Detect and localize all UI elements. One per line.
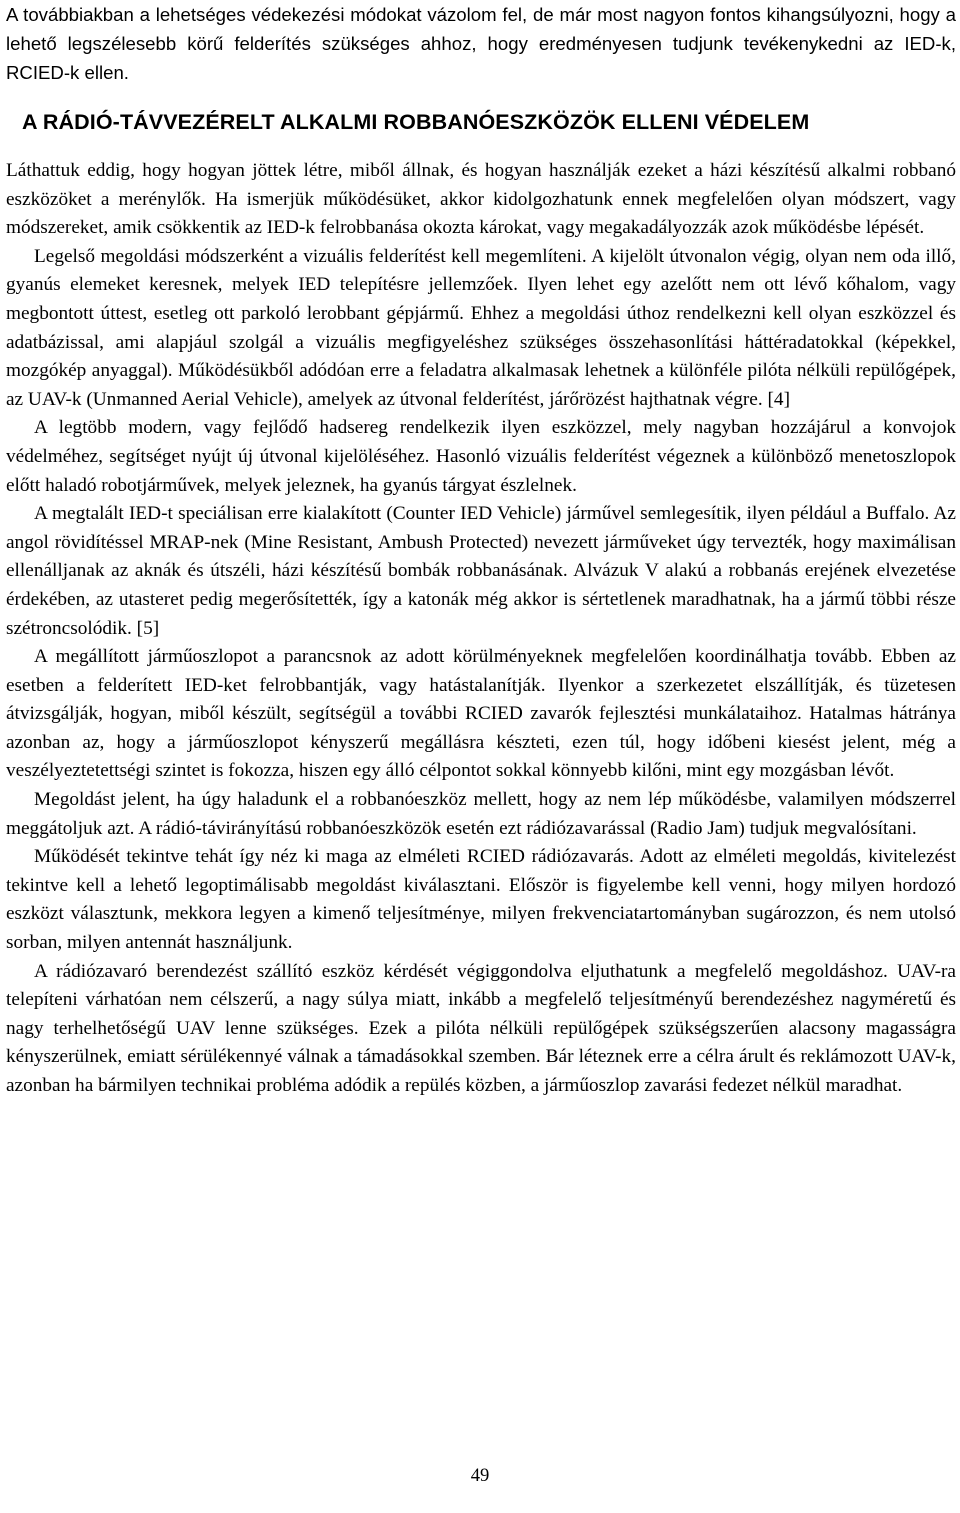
paragraph: Megoldást jelent, ha úgy haladunk el a robbanóeszköz mellett, hogy az nem lép működésbe, valamilyen módszerrel meggátoljuk azt. A rádió-távirányítású robbanóeszközök esetén ezt rádiózavarással (Radio Jam) tudjuk megvalósítani. [6, 789, 956, 839]
page-number: 49 [470, 1465, 490, 1486]
paragraph: A megállított járműoszlopot a parancsnok az adott körülményeknek megfelelően koordinálhatja tovább. Ebben az esetben a felderített IED-ket felrobbantják, vagy hatástalanítják. Ilyenkor a szerkezetet elszállítják, és tüzetesen átvizsgálják, hogyan, miből készült, segítségül a további RCIED zavarók fejlesztési munkálataihoz. Hatalmas hátránya azonban az, hogy a járműoszlopot kényszerű megállásra készteti, ezen túl, hogy időbeni kiesést jelent, még a veszélyeztetettségi szintet is fokozza, hiszen egy álló célpontot sokkal könnyebb kilőni, mint egy mozgásban lévőt. [6, 646, 956, 782]
paragraph: A legtöbb modern, vagy fejlődő hadsereg rendelkezik ilyen eszközzel, mely nagyban hozzájárul a konvojok védelméhez, segítséget nyújt új útvonal kijelöléséhez. Hasonló vizuális felderítést végeznek a különböző menetoszlopok előtt haladó robotjárművek, melyek jeleznek, ha gyanús tárgyat észlelnek. [6, 417, 956, 496]
section-body [6, 157, 956, 1101]
paragraph: Működését tekintve tehát így néz ki maga az elméleti RCIED rádiózavarás. Adott az elméleti megoldás, kivitelezést tekintve kell a lehető legoptimálisabb megoldást kiválasztani. Először is figyelembe kell venni, hogy milyen hordozó eszközt választunk, mekkora legyen a kimenő teljesítménye, milyen frekvenciatartományban sugározzon, és nem utolsó sorban, milyen antennát használjunk. [6, 846, 956, 954]
paragraph: Legelső megoldási módszerként a vizuális felderítést kell megemlíteni. A kijelölt útvonalon végig, olyan nem oda illő, gyanús elemeket keresnek, melyek IED telepítésre jellemzőek. Ilyen lehet egy azelőtt nem ott lévő kőhalom, vagy megbontott úttest, esetleg ott parkoló lerobbant gépjármű. Ehhez a megoldási úthoz rendelkezni kell olyan eszközzel és adatbázissal, ami alapjául szolgál a vizuális megfigyeléshez szükséges összehasonlítási háttéradatokkal (képekkel, mozgókép anyaggal). Működésükből adódóan erre a feladatra alkalmasak lehetnek a különféle pilóta nélküli repülőgépek, az UAV-k (Unmanned Aerial Vehicle), amelyek az útvonal felderítést, járőrözést hajthatnak végre. [4] [6, 245, 956, 410]
paragraph: Láthattuk eddig, hogy hogyan jöttek létre, miből állnak, és hogyan használják ezeket a házi készítésű alkalmi robbanó eszközöket a merénylők. Ha ismerjük működésüket, akkor kidolgozhatunk ennek megfelelően olyan módszert, vagy módszereket, amik csökkentik az IED-k felrobbanása okozta károkat, vagy megakadályozzák azok működésbe lépését. [6, 160, 956, 239]
paragraph: A rádiózavaró berendezést szállító eszköz kérdését végiggondolva eljuthatunk a megfelelő megoldáshoz. UAV-ra telepíteni várhatóan nem célszerű, a nagy súlya miatt, inkább a megfelelő teljesítményű berendezéshez nagyméretű és nagy terhelhetőségű UAV lenne szükséges. Ezek a pilóta nélküli repülőgépek szükségszerűen alacsony magasságra kényszerülnek, emiatt sérülékennyé válnak a támadásokkal szemben. Bár léteznek erre a célra árult és reklámozott UAV-k, azonban ha bármilyen technikai probléma adódik a repülés közben, a járműoszlop zavarási fedezet nélkül maradhat. [6, 960, 956, 1096]
document-page [6, 0, 956, 1101]
intro-paragraph: A továbbiakban a lehetséges védekezési módokat vázolom fel, de már most nagyon fontos kihangsúlyozni, hogy a lehető legszélesebb körű felderítés szükséges ahhoz, hogy eredményesen tudjunk tevékenykedni az IED-k, RCIED-k ellen. [6, 4, 956, 83]
section-heading: A RÁDIÓ-TÁVVEZÉRELT ALKALMI ROBBANÓESZKÖZÖK ELLENI VÉDELEM [22, 110, 810, 134]
paragraph: A megtalált IED-t speciálisan erre kialakított (Counter IED Vehicle) járművel semlegesítik, ilyen például a Buffalo. Az angol rövidítéssel MRAP-nek (Mine Resistant, Ambush Protected) nevezett járműveket úgy tervezték, hogy maximálisan ellenálljanak az aknák és útszéli, házi készítésű bombák robbanásának. Alvázuk V alakú a robbanás erejének elvezetése érdekében, az utasteret pedig megerősítették, így a katonák még akkor is sértetlenek maradhatnak, ha a jármű többi része szétroncsolódik. [5] [6, 503, 956, 639]
